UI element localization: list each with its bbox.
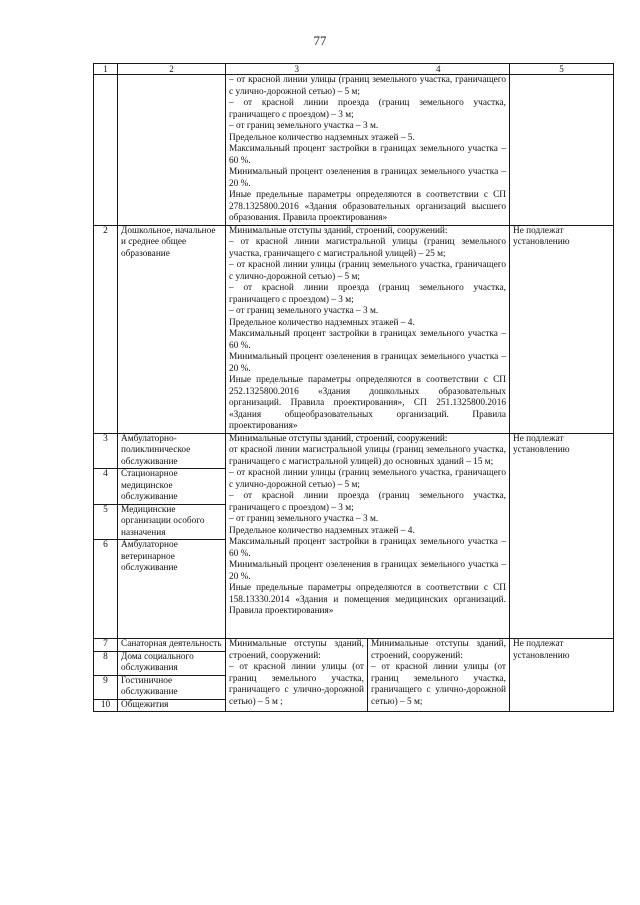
parameter-line: – от красной линии улицы (границ земельного участка, граничащего с улично-дорожной сетью) – 5 м;: [229, 468, 506, 490]
row-parameters-cell: [226, 75, 510, 226]
parameter-line: Иные предельные параметры определяются в соответствии с СП 252.1325800.2016 «Здания дошкольных образовательных организаций. Правила проектирования», СП 251.1325800.2016 «Здания общеобразовательных организаций. Правила проектирования»: [229, 375, 506, 431]
header-col-1: 1: [94, 64, 118, 75]
row-note-cell: [510, 75, 614, 226]
header-col-3: 3: [294, 64, 299, 74]
row-parameters-cell: [226, 225, 510, 433]
parameter-line: – от красной линии улицы (границ земельного участка, граничащего с улично-дорожной сетью) – 5 м;: [229, 260, 506, 282]
row-name: Дома социального обслуживания: [118, 651, 226, 675]
row-name: Медицинские организации особого назначения: [118, 504, 226, 540]
parameter-line: Минимальный процент озеленения в границах земельного участка – 20 %.: [229, 167, 506, 189]
row-number: 6: [94, 540, 118, 639]
parameter-line: Максимальный процент застройки в границах земельного участка – 60 %.: [229, 329, 506, 351]
table-header-row: [94, 64, 614, 75]
row-number: 8: [94, 651, 118, 675]
parameter-line: – от красной линии улицы (от границ земельного участка, граничащего с улично-дорожной сетью) – 5 м;: [371, 662, 506, 707]
table-row-continued: [94, 75, 614, 226]
parameter-line: Минимальные отступы зданий, строений, сооружений:: [371, 639, 506, 661]
header-col-5: 5: [510, 64, 614, 75]
row-note: Не подлежат установлению: [510, 639, 614, 712]
table-row: [94, 639, 614, 652]
row-note: Не подлежат установлению: [510, 225, 614, 433]
parameter-line: Предельное количество надземных этажей – 4.: [229, 317, 415, 328]
parameter-line: – от красной линии магистральной улицы (границ земельного участка, граничащего с магистральной улицей) – 25 м;: [229, 237, 506, 259]
row-parameters-col4: [368, 639, 510, 712]
parameter-line: Предельное количество надземных этажей – 5.: [229, 132, 415, 143]
row-note: Не подлежат установлению: [510, 433, 614, 639]
row-number: 3: [94, 433, 118, 469]
row-name: Общежития: [118, 699, 226, 712]
regulations-table: [93, 63, 614, 712]
row-number: 9: [94, 675, 118, 699]
parameter-line: от красной линии магистральной улицы (границ земельного участка, граничащего с магистральной улицей) до основных зданий – 15 м;: [229, 445, 506, 467]
parameter-line: – от границ земельного участка – 3 м.: [229, 514, 379, 524]
parameter-line: Минимальные отступы зданий, строений, сооружений:: [229, 225, 448, 236]
row-parameters-cell: [226, 433, 510, 639]
row-number: 7: [94, 639, 118, 652]
parameter-line: – от красной линии улицы (от границ земельного участка, граничащего с улично-дорожной сетью) – 5 м ;: [229, 662, 364, 707]
parameter-line: – от границ земельного участка – 3 м.: [229, 121, 379, 131]
parameter-line: – от красной линии проезда (границ земельного участка, граничащего с проездом) – 3 м;: [229, 491, 506, 513]
header-col-4: 4: [436, 64, 441, 74]
row-name-cell: [118, 75, 226, 226]
header-col-2: 2: [118, 64, 226, 75]
row-number: 5: [94, 504, 118, 540]
parameter-line: Предельное количество надземных этажей – 4.: [229, 525, 415, 536]
parameter-line: – от красной линии проезда (границ земельного участка, граничащего с проездом) – 3 м;: [229, 98, 506, 120]
row-name: Гостиничное обслуживание: [118, 675, 226, 699]
parameter-line: – от красной линии проезда (границ земельного участка, граничащего с проездом) – 3 м;: [229, 283, 506, 305]
parameter-line: Максимальный процент застройки в границах земельного участка – 60 %.: [229, 144, 506, 166]
parameter-line: Максимальный процент застройки в границах земельного участка – 60 %.: [229, 537, 506, 559]
row-name: Санаторная деятельность: [118, 639, 226, 652]
parameter-line: Иные предельные параметры определяются в соответствии с СП 278.1325800.2016 «Здания образовательных организаций высшего образования. Правила проектирования»: [229, 190, 506, 223]
parameter-line: Минимальные отступы зданий, строений, сооружений:: [229, 433, 448, 444]
row-number: 4: [94, 469, 118, 505]
header-col-3-4: [226, 64, 510, 75]
row-number: 10: [94, 699, 118, 712]
parameter-line: – от красной линии улицы (границ земельного участка, граничащего с улично-дорожной сетью) – 5 м;: [229, 75, 506, 97]
row-number-cell: [94, 75, 118, 226]
parameter-line: Иные предельные параметры определяются в соответствии с СП 158.13330.2014 «Здания и помещения медицинских организаций. Правила проектирования»: [229, 583, 506, 616]
table-row: [94, 433, 614, 469]
row-name: Дошкольное, начальное и среднее общее образование: [118, 225, 226, 433]
row-parameters-col3: [226, 639, 368, 712]
row-name: Амбулаторно-поликлиническое обслуживание: [118, 433, 226, 469]
page-number: 77: [313, 33, 327, 48]
row-number: 2: [94, 225, 118, 433]
parameter-line: Минимальный процент озеленения в границах земельного участка – 20 %.: [229, 352, 506, 374]
parameter-line: Минимальные отступы зданий, строений, сооружений:: [229, 639, 364, 661]
row-name: Стационарное медицинское обслуживание: [118, 469, 226, 505]
parameter-line: – от границ земельного участка – 3 м.: [229, 306, 379, 316]
row-name: Амбулаторное ветеринарное обслуживание: [118, 540, 226, 639]
table-row: [94, 225, 614, 433]
parameter-line: Минимальный процент озеленения в границах земельного участка – 20 %.: [229, 560, 506, 582]
